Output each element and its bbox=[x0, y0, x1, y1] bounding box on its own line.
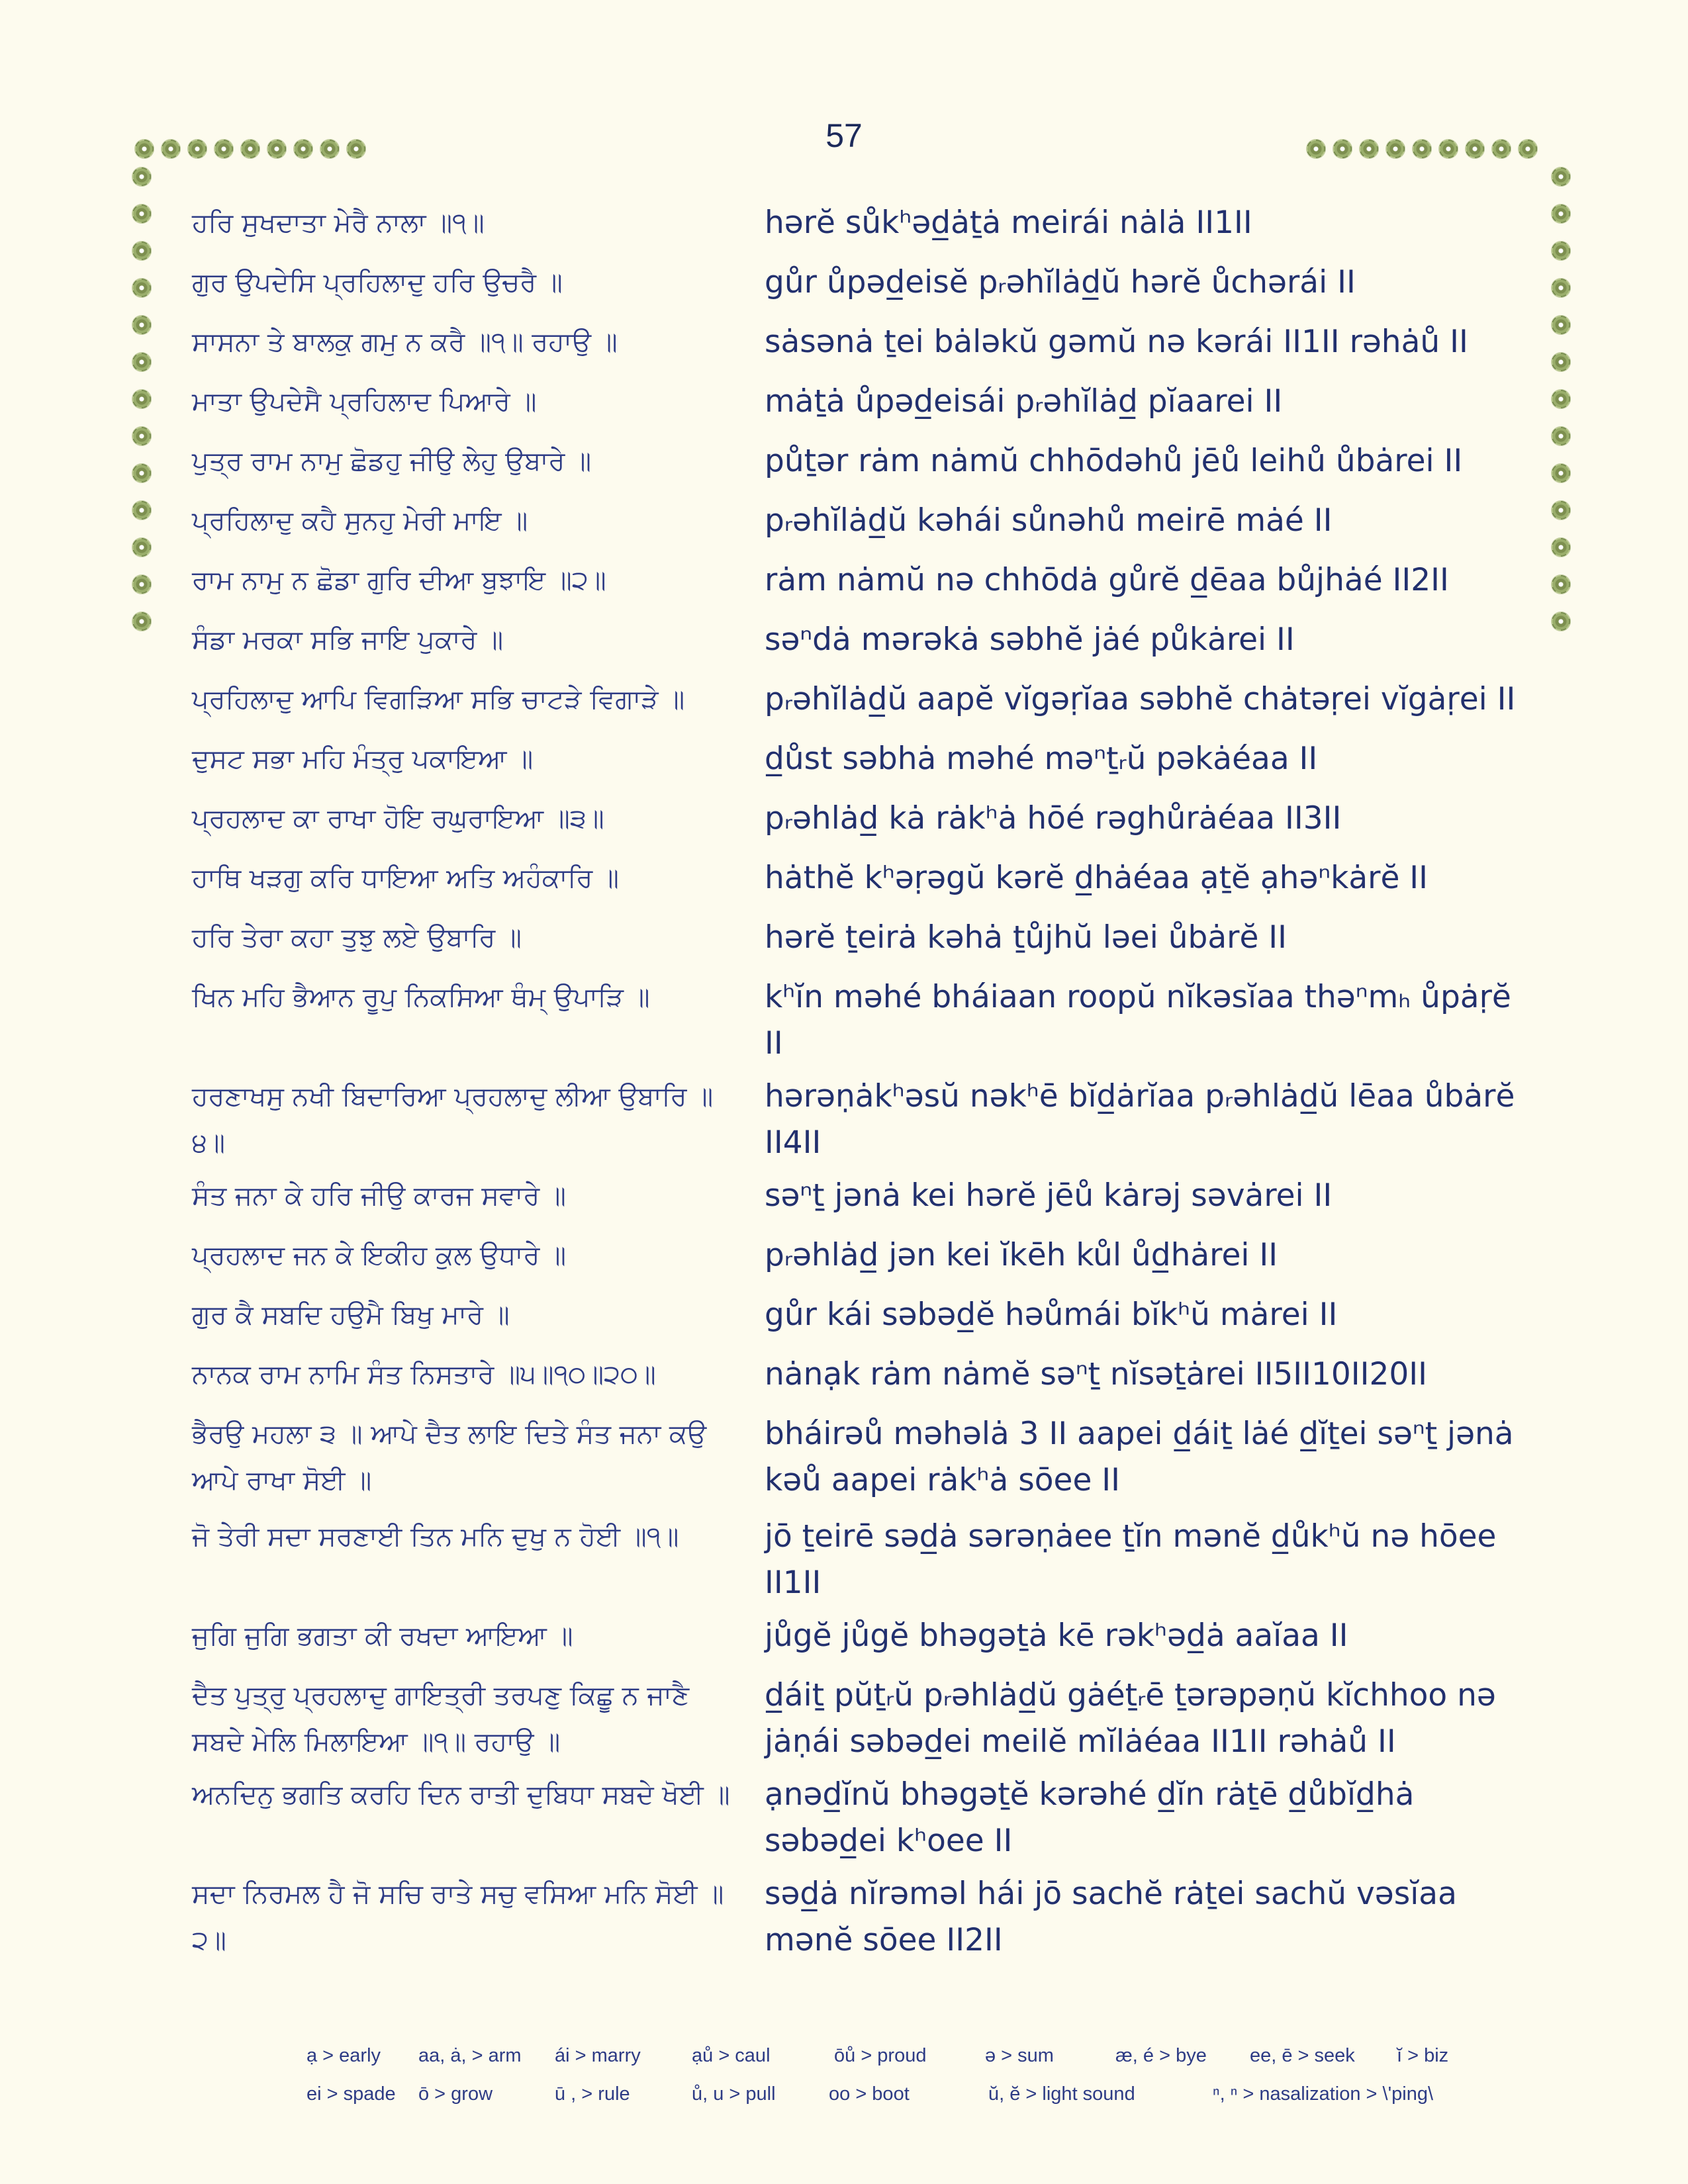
flower-ornament-icon bbox=[214, 139, 234, 159]
gurmukhi-line: ਖਿਨ ਮਹਿ ਭੈਆਨ ਰੂਪੁ ਨਿਕਸਿਆ ਥੰਮ੍ ਉਪਾੜਿ ॥ bbox=[192, 982, 650, 1013]
transliteration-line: pᵣəhlȧd̲ jən kei ĭkēh kůl ůd̲hȧrei II bbox=[765, 1237, 1278, 1273]
flower-ornament-icon bbox=[346, 139, 366, 159]
gurmukhi-line: ਅਨਦਿਨੁ ਭਗਤਿ ਕਰਹਿ ਦਿਨ ਰਾਤੀ ਦੁਬਿਧਾ ਸਬਦੇ ਖੋਈ ॥ bbox=[192, 1780, 730, 1810]
flower-ornament-icon bbox=[320, 139, 340, 159]
flower-ornament-icon bbox=[132, 574, 152, 594]
gurmukhi-line: ਸਾਸਨਾ ਤੇ ਬਾਲਕੁ ਗਮੁ ਨ ਕਰੈ ॥੧॥ ਰਹਾਉ ॥ bbox=[192, 327, 618, 357]
gurmukhi-line: ਦੁਸਟ ਸਭਾ ਮਹਿ ਮੰਤ੍ਰੁ ਪਕਾਇਆ ॥ bbox=[192, 744, 534, 774]
gurmukhi-line: ਦੈਤ ਪੁਤ੍ਰੁ ਪ੍ਰਹਲਾਦੁ ਗਾਇਤ੍ਰੀ ਤਰਪਣੁ ਕਿਛੂ ਨ ਜਾਣੈ ਸਬਦੇ ਮੇਲਿ ਮਿਲਾਇਆ ॥੧॥ ਰਹਾਉ ॥ bbox=[192, 1680, 698, 1757]
flower-ornament-icon bbox=[132, 352, 152, 372]
legend-item: ōů > proud bbox=[834, 2045, 927, 2066]
transliteration-line: səⁿṯ jənȧ kei hərĕ jēů kȧrəj səvȧrei II bbox=[765, 1177, 1333, 1214]
flower-ornament-icon bbox=[1551, 241, 1571, 261]
transliteration-line: gůr kái səbəd̲ĕ həůmái bĭkʰŭ mȧrei II bbox=[765, 1297, 1338, 1333]
legend-item: ạ > early bbox=[306, 2045, 381, 2066]
gurmukhi-line: ਪੁਤ੍ਰ ਰਾਮ ਨਾਮੁ ਛੋਡਹੁ ਜੀਉ ਲੇਹੁ ਉਬਾਰੇ ॥ bbox=[192, 446, 592, 477]
transliteration-line: pᵣəhĭlȧd̲ŭ aapĕ vĭgəṛĭaa səbhĕ chȧtəṛei vĭgȧṛei II bbox=[765, 681, 1516, 717]
gurmukhi-line: ਪ੍ਰਹਿਲਾਦੁ ਆਪਿ ਵਿਗੜਿਆ ਸਭਿ ਚਾਟੜੇ ਵਿਗਾੜੇ ॥ bbox=[192, 684, 685, 715]
transliteration-line: hərəṇȧkʰəsŭ nəkʰē bĭd̲ȧrĭaa pᵣəhlȧd̲ŭ lēaa ůbȧrĕ II4II bbox=[765, 1078, 1525, 1161]
flower-ornament-icon bbox=[1518, 139, 1538, 159]
transliteration-line: pᵣəhlȧd̲ kȧ rȧkʰȧ hōé rəghůrȧéaa II3II bbox=[765, 800, 1342, 837]
transliteration-line: nȧnạk rȧm nȧmĕ səⁿṯ nĭsəṯȧrei II5II10II20II bbox=[765, 1356, 1427, 1392]
transliteration-line: rȧm nȧmŭ nə chhōdȧ gůrĕ d̲ēaa bůjhȧé II2II bbox=[765, 562, 1449, 598]
legend-item: ĭ > biz bbox=[1397, 2045, 1449, 2066]
flower-ornament-icon bbox=[1465, 139, 1485, 159]
legend-item: oo > boot bbox=[829, 2083, 910, 2105]
flower-ornament-icon bbox=[132, 500, 152, 520]
gurmukhi-line: ਪ੍ਰਹਿਲਾਦੁ ਕਹੈ ਸੁਨਹੁ ਮੇਰੀ ਮਾਇ ॥ bbox=[192, 506, 528, 536]
gurmukhi-line: ਸਦਾ ਨਿਰਮਲ ਹੈ ਜੋ ਸਚਿ ਰਾਤੇ ਸਚੁ ਵਸਿਆ ਮਨਿ ਸੋਈ ॥੨॥ bbox=[192, 1879, 724, 1956]
transliteration-line: bháirəů məhəlȧ 3 II aapei d̲áiṯ lȧé d̲ĭṯei səⁿṯ jənȧ kəů aapei rȧkʰȧ sōee II bbox=[765, 1416, 1524, 1498]
page-number: 57 bbox=[825, 117, 863, 154]
legend-item: ạů > caul bbox=[692, 2045, 771, 2066]
gurmukhi-line: ਹਾਥਿ ਖੜਗੁ ਕਰਿ ਧਾਇਆ ਅਤਿ ਅਹੰਕਾਰਿ ॥ bbox=[192, 863, 619, 893]
flower-ornament-icon bbox=[132, 537, 152, 557]
pronunciation-legend-row-2 bbox=[0, 2083, 1688, 2110]
legend-item: aa, ȧ, > arm bbox=[418, 2045, 522, 2066]
legend-item: ái > marry bbox=[555, 2045, 641, 2066]
gurmukhi-line: ਪ੍ਰਹਲਾਦ ਜਨ ਕੇ ਇਕੀਹ ਕੁਲ ਉਧਾਰੇ ॥ bbox=[192, 1240, 567, 1271]
flower-ornament-icon bbox=[132, 426, 152, 446]
gurmukhi-line: ਹਰਣਾਖਸੁ ਨਖੀ ਬਿਦਾਰਿਆ ਪ੍ਰਹਲਾਦੁ ਲੀਆ ਉਬਾਰਿ ॥੪॥ bbox=[192, 1081, 714, 1158]
pronunciation-legend-row-1 bbox=[0, 2045, 1688, 2071]
legend-item: ei > spade bbox=[306, 2083, 396, 2105]
flower-ornament-icon bbox=[187, 139, 207, 159]
flower-ornament-icon bbox=[132, 389, 152, 409]
transliteration-line: ạnəd̲ĭnŭ bhəgəṯĕ kərəhé d̲ĭn rȧṯē d̲ůbĭd̲hȧ səbəd̲ei kʰoee II bbox=[765, 1776, 1425, 1859]
flower-ornament-icon bbox=[132, 241, 152, 261]
transliteration-line: hərĕ ṯeirȧ kəhȧ ṯůjhŭ ləei ůbȧrĕ II bbox=[765, 919, 1288, 956]
flower-ornament-icon bbox=[132, 167, 152, 187]
flower-ornament-icon bbox=[1491, 139, 1511, 159]
gurmukhi-line: ਜੋ ਤੇਰੀ ਸਦਾ ਸਰਣਾਈ ਤਿਨ ਮਨਿ ਦੁਖੁ ਨ ਹੋਈ ॥੧॥ bbox=[192, 1522, 679, 1552]
flower-ornament-icon bbox=[132, 612, 152, 631]
transliteration-line: səd̲ȧ nĭrəməl hái jō sachĕ rȧṯei sachŭ vəsĭaa mənĕ sōee II2II bbox=[765, 1876, 1467, 1958]
flower-ornament-icon bbox=[1551, 389, 1571, 409]
flower-ornament-icon bbox=[1551, 463, 1571, 483]
legend-item: ů, u > pull bbox=[692, 2083, 776, 2105]
legend-item: æ, é > bye bbox=[1115, 2045, 1207, 2066]
gurmukhi-line: ਹਰਿ ਸੁਖਦਾਤਾ ਮੇਰੈ ਨਾਲਾ ॥੧॥ bbox=[192, 208, 485, 238]
gurmukhi-line: ਗੁਰ ਉਪਦੇਸਿ ਪ੍ਰਹਿਲਾਦੁ ਹਰਿ ਉਚਰੈ ॥ bbox=[192, 267, 563, 298]
flower-ornament-icon bbox=[1551, 352, 1571, 372]
legend-item: ō > grow bbox=[418, 2083, 493, 2105]
gurmukhi-line: ਹਰਿ ਤੇਰਾ ਕਹਾ ਤੁਝੁ ਲਏ ਉਬਾਰਿ ॥ bbox=[192, 923, 522, 953]
flower-ornament-icon bbox=[1551, 167, 1571, 187]
flower-ornament-icon bbox=[1551, 426, 1571, 446]
flower-ornament-icon bbox=[132, 278, 152, 298]
transliteration-line: mȧṯȧ ůpəd̲eisái pᵣəhĭlȧd̲ pĭaarei II bbox=[765, 383, 1283, 420]
transliteration-line: sȧsənȧ ṯei bȧləkŭ gəmŭ nə kərái II1II rəhȧů II bbox=[765, 324, 1468, 360]
legend-item: ə > sum bbox=[985, 2045, 1054, 2066]
transliteration-line: půṯər rȧm nȧmŭ chhōdəhů jēů leihů ůbȧrei II bbox=[765, 443, 1463, 479]
flower-ornament-icon bbox=[1412, 139, 1432, 159]
legend-item: ŭ, ĕ > light sound bbox=[988, 2083, 1135, 2105]
flower-ornament-icon bbox=[134, 139, 154, 159]
transliteration-line: jō ṯeirē səd̲ȧ sərəṇȧee ṯĭn mənĕ d̲ůkʰŭ nə hōee II1II bbox=[765, 1518, 1507, 1601]
flower-ornament-icon bbox=[1551, 574, 1571, 594]
gurmukhi-line: ਜੁਗਿ ਜੁਗਿ ਭਗਤਾ ਕੀ ਰਖਦਾ ਆਇਆ ॥ bbox=[192, 1621, 573, 1651]
flower-ornament-icon bbox=[1306, 139, 1326, 159]
legend-item: ū , > rule bbox=[555, 2083, 630, 2105]
transliteration-line: d̲ůst səbhȧ məhé məⁿṯᵣŭ pəkȧéaa II bbox=[765, 741, 1318, 777]
gurmukhi-line: ਰਾਮ ਨਾਮੁ ਨ ਛੋਡਾ ਗੁਰਿ ਦੀਆ ਬੁਝਾਇ ॥੨॥ bbox=[192, 565, 606, 596]
legend-item: ⁿ, ⁿ > nasalization > \'ping\ bbox=[1213, 2083, 1434, 2105]
flower-ornament-icon bbox=[1551, 315, 1571, 335]
flower-ornament-icon bbox=[293, 139, 313, 159]
transliteration-line: jůgĕ jůgĕ bhəgəṯȧ kē rəkʰəd̲ȧ aaĭaa II bbox=[765, 1617, 1348, 1654]
legend-item: ee, ē > seek bbox=[1250, 2045, 1355, 2066]
transliteration-line: pᵣəhĭlȧd̲ŭ kəhái sůnəhů meirē mȧé II bbox=[765, 502, 1333, 539]
transliteration-line: hərĕ sůkʰəd̲ȧṯȧ meirái nȧlȧ II1II bbox=[765, 205, 1252, 241]
flower-ornament-icon bbox=[1359, 139, 1379, 159]
flower-ornament-icon bbox=[1333, 139, 1352, 159]
transliteration-line: kʰĭn məhé bháiaan roopŭ nĭkəsĭaa thəⁿmₕ ůpȧṛĕ II bbox=[765, 979, 1521, 1062]
flower-ornament-icon bbox=[132, 463, 152, 483]
flower-ornament-icon bbox=[1551, 204, 1571, 224]
transliteration-line: gůr ůpəd̲eisĕ pᵣəhĭlȧd̲ŭ hərĕ ůchərái II bbox=[765, 264, 1356, 300]
flower-ornament-icon bbox=[1438, 139, 1458, 159]
gurmukhi-line: ਸੰਡਾ ਮਰਕਾ ਸਭਿ ਜਾਇ ਪੁਕਾਰੇ ॥ bbox=[192, 625, 504, 655]
transliteration-line: səⁿdȧ mərəkȧ səbhĕ jȧé půkȧrei II bbox=[765, 621, 1295, 658]
flower-ornament-icon bbox=[1551, 537, 1571, 557]
flower-ornament-icon bbox=[1385, 139, 1405, 159]
flower-ornament-icon bbox=[132, 315, 152, 335]
flower-ornament-icon bbox=[1551, 278, 1571, 298]
flower-ornament-icon bbox=[267, 139, 287, 159]
gurmukhi-line: ਸੰਤ ਜਨਾ ਕੇ ਹਰਿ ਜੀਉ ਕਾਰਜ ਸਵਾਰੇ ॥ bbox=[192, 1181, 566, 1211]
flower-ornament-icon bbox=[132, 204, 152, 224]
flower-ornament-icon bbox=[1551, 500, 1571, 520]
gurmukhi-line: ਗੁਰ ਕੈ ਸਬਦਿ ਹਉਮੈ ਬਿਖੁ ਮਾਰੇ ॥ bbox=[192, 1300, 510, 1330]
flower-ornament-icon bbox=[1551, 612, 1571, 631]
flower-ornament-icon bbox=[161, 139, 181, 159]
transliteration-line: hȧthĕ kʰəṛəgŭ kərĕ d̲hȧéaa ạṯĕ ạhəⁿkȧrĕ II bbox=[765, 860, 1429, 896]
transliteration-line: d̲áiṯ pŭṯᵣŭ pᵣəhlȧd̲ŭ gȧéṯᵣē ṯərəpəṇŭ kĭchhoo nə jȧṇái səbəd̲ei meilĕ mĭlȧéaa II1II rəhȧů II bbox=[765, 1677, 1506, 1760]
gurmukhi-line: ਭੈਰਉ ਮਹਲਾ ੩ ॥ ਆਪੇ ਦੈਤ ਲਾਇ ਦਿਤੇ ਸੰਤ ਜਨਾ ਕਉ ਆਪੇ ਰਾਖਾ ਸੋਈ ॥ bbox=[192, 1419, 715, 1496]
gurmukhi-line: ਪ੍ਰਹਲਾਦ ਕਾ ਰਾਖਾ ਹੋਇ ਰਘੁਰਾਇਆ ॥੩॥ bbox=[192, 803, 604, 834]
flower-ornament-icon bbox=[240, 139, 260, 159]
gurmukhi-line: ਮਾਤਾ ਉਪਦੇਸੈ ਪ੍ਰਹਿਲਾਦ ਪਿਆਰੇ ॥ bbox=[192, 387, 537, 417]
gurmukhi-line: ਨਾਨਕ ਰਾਮ ਨਾਮਿ ਸੰਤ ਨਿਸਤਾਰੇ ॥੫॥੧੦॥੨੦॥ bbox=[192, 1359, 656, 1390]
